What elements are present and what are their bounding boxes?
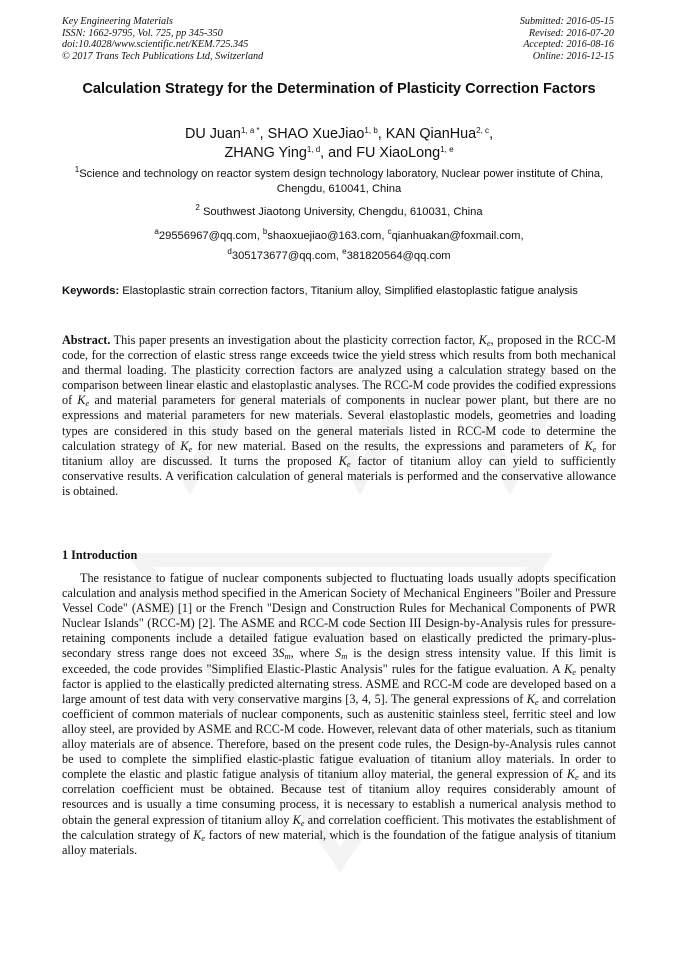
journal-copyright: © 2017 Trans Tech Publications Ltd, Switzerland bbox=[62, 50, 264, 62]
intro-text: factors of new material, which is the foundation of the fatigue analysis of titanium alloy materials. bbox=[62, 827, 616, 857]
symbol-k: K bbox=[526, 691, 535, 706]
date-revised: Revised: 2016-07-20 bbox=[528, 27, 614, 39]
author-sep: , and bbox=[320, 145, 357, 161]
symbol-sub: m bbox=[341, 651, 348, 662]
keywords-text: Elastoplastic strain correction factors, Titanium alloy, Simplified elastoplastic fatigue analysis bbox=[119, 285, 578, 297]
section-heading: 1 Introduction bbox=[62, 548, 138, 562]
symbol-sub: e bbox=[592, 443, 597, 454]
keywords-label: Keywords: bbox=[62, 285, 120, 297]
author-sup: 1, e bbox=[440, 145, 454, 154]
symbol-sub: e bbox=[486, 338, 491, 348]
journal-info bbox=[62, 16, 263, 62]
ke-symbol bbox=[567, 767, 579, 781]
affiliation-1 bbox=[62, 167, 616, 196]
author-sup: 1, a * bbox=[240, 126, 260, 135]
intro-text: , where bbox=[290, 646, 336, 661]
abstract-text: This paper presents an investigation about the plasticity correction factor, bbox=[110, 333, 479, 347]
intro-text: and correlation coefficient. This motivates the establishment of the calculation strategy of bbox=[62, 812, 616, 842]
symbol-s: S bbox=[335, 646, 342, 661]
sm-symbol bbox=[335, 646, 347, 660]
email-sup: c bbox=[387, 227, 392, 236]
intro-text: penalty factor is applied to the elastically predicted alternating stress. ASME and RCC-M code are developed based on a large amount of test data with very conservative margins [3, 4, 5]. The general expressions of bbox=[62, 661, 617, 706]
date-online: Online: 2016-12-15 bbox=[532, 50, 614, 62]
paper-title: Calculation Strategy for the Determination of Plasticity Correction Factors bbox=[82, 81, 596, 97]
intro-text: is the design stress intensity value. If this limit is exceeded, the code provides "Simplified Elastic-Plastic Analysis" rules for the fatigue evaluation. A bbox=[62, 646, 616, 676]
journal-issn: ISSN: 1662-9795, Vol. 725, pp 345-350 bbox=[62, 27, 223, 39]
email-sup: a bbox=[154, 227, 159, 236]
publication-dates bbox=[520, 16, 614, 62]
email-address[interactable]: shaoxuejiao@163.com, bbox=[267, 230, 388, 242]
ke-symbol bbox=[584, 439, 596, 453]
email-sup: e bbox=[342, 247, 347, 256]
affiliation-sup: 1 bbox=[74, 165, 80, 174]
abstract-text: and material parameters for general materials of components in nuclear power plant, but there are no expressions and material parameters for new materials. Several elastoplastic models, geometries and loading types are considered in this study based on the general materials listed in RCC-M code to determine the calculation strategy of bbox=[62, 393, 617, 453]
ke-symbol bbox=[77, 393, 89, 407]
email-address[interactable]: 29556967@qq.com, bbox=[158, 230, 263, 242]
symbol-k: K bbox=[564, 661, 573, 676]
ke-symbol bbox=[479, 333, 491, 347]
symbol-s: S bbox=[278, 646, 285, 661]
email-address[interactable]: 305173677@qq.com, bbox=[231, 250, 343, 262]
email-sup: b bbox=[262, 227, 268, 236]
introduction-paragraph bbox=[62, 571, 616, 858]
journal-doi[interactable]: doi:10.4028/www.scientific.net/KEM.725.345 bbox=[62, 39, 249, 51]
abstract-text: , proposed in the RCC-M code, for the correction of elastic stress range exceeds twice the yield stress which results from both mechanical and thermal loading. The plasticity correction factors are analyzed using a calculation strategy based on the comparison between linear elastic and elastoplastic analyses. The RCC-M code provides the codified expressions of bbox=[62, 333, 616, 408]
author-sep: , bbox=[489, 126, 494, 142]
sm-symbol bbox=[278, 646, 290, 660]
symbol-k: K bbox=[77, 393, 86, 408]
author-name: SHAO XueJiao bbox=[267, 126, 365, 142]
intro-text: 3 bbox=[272, 646, 279, 661]
author-name: DU Juan bbox=[184, 126, 241, 142]
author-sup: 1, b bbox=[364, 126, 378, 135]
abstract-text: for titanium alloy are discussed. It turns the proposed bbox=[62, 438, 616, 468]
author-sep: , bbox=[259, 126, 268, 142]
abstract-text: factor of titanium alloy can yield to sufficiently conservative results. A verification calculation of general materials is performed and the conservative allowance is obtained. bbox=[62, 453, 616, 498]
abstract-label: Abstract. bbox=[62, 333, 111, 347]
symbol-k: K bbox=[180, 438, 189, 453]
ke-symbol bbox=[193, 828, 205, 842]
author-name: ZHANG Ying bbox=[224, 145, 307, 161]
date-accepted: Accepted: 2016-08-16 bbox=[523, 39, 614, 51]
intro-text: and correlation coefficient of common materials of nuclear components, such as austenitic stainless steel, ferritic steel and low alloy steel, are provided by ASME and RCC-M code. However, relevant data of other materials, such as titanium alloy materials are of absence. Therefore, based on the present code rules, the Design-by-Analysis rules cannot be used to complete the simplified elastic-plastic fatigue evaluation of titanium alloy materials. In order to complete the elastic and plastic fatigue analysis of titanium alloy material, the general expression of bbox=[62, 691, 616, 782]
symbol-sub: m bbox=[284, 651, 291, 662]
journal-name: Key Engineering Materials bbox=[62, 16, 173, 27]
email-sup: d bbox=[227, 247, 232, 256]
symbol-sub: e bbox=[85, 398, 90, 409]
keywords bbox=[62, 284, 616, 298]
date-submitted: Submitted: 2016-05-15 bbox=[519, 16, 614, 27]
email-address[interactable]: qianhuakan@foxmail.com, bbox=[391, 230, 524, 242]
author-sup: 1, d bbox=[306, 145, 321, 154]
author-emails bbox=[62, 226, 616, 266]
symbol-k: K bbox=[292, 812, 301, 827]
affiliation-sup: 2 bbox=[195, 203, 200, 212]
ke-symbol bbox=[339, 454, 351, 468]
symbol-k: K bbox=[584, 438, 593, 453]
ke-symbol bbox=[293, 813, 305, 827]
author-name: KAN QianHua bbox=[385, 126, 477, 142]
symbol-k: K bbox=[338, 453, 347, 468]
symbol-sub: e bbox=[534, 696, 539, 707]
symbol-sub: e bbox=[346, 458, 351, 469]
abstract bbox=[62, 333, 616, 499]
ke-symbol bbox=[527, 692, 539, 706]
symbol-sub: e bbox=[575, 772, 579, 783]
author-list bbox=[60, 125, 618, 163]
symbol-sub: e bbox=[300, 817, 305, 828]
email-address[interactable]: 381820564@qq.com bbox=[346, 250, 451, 262]
symbol-k: K bbox=[193, 827, 202, 842]
symbol-k: K bbox=[566, 767, 576, 782]
affiliation-text: Science and technology on reactor system design technology laboratory, Nuclear power institute of China, Chengdu, 610041, China bbox=[79, 168, 604, 195]
symbol-sub: e bbox=[201, 832, 206, 843]
ke-symbol bbox=[564, 662, 576, 676]
author-sup: 2, c bbox=[476, 126, 490, 135]
abstract-text: for new material. Based on the results, the expressions and parameters of bbox=[192, 438, 585, 453]
affiliation-2 bbox=[62, 205, 616, 220]
symbol-k: K bbox=[478, 333, 487, 347]
symbol-sub: e bbox=[572, 666, 577, 677]
affiliation-text: Southwest Jiaotong University, Chengdu, 610031, China bbox=[199, 206, 483, 218]
ke-symbol bbox=[180, 439, 192, 453]
symbol-sub: e bbox=[188, 443, 193, 454]
author-name: FU XiaoLong bbox=[356, 145, 441, 161]
author-sep: , bbox=[377, 126, 386, 142]
intro-text: The resistance to fatigue of nuclear components subjected to fluctuating loads usually adopts specification calculation and analysis method specified in the American Society of Mechanical Engineers "Boiler and Pressure Vessel Code" (ASME) [1] or the French "Design and Construction Rules for Mechanical Components of PWR Nuclear Islands" (RCC-M) [2]. The ASME and RCC-M code Section III Design-by-Analysis rules for pressure-retaining components include a detailed fatigue evaluation based on elastically predicted the primary-plus-secondary stress range does not exceed bbox=[62, 571, 616, 661]
intro-text: and its correlation coefficient must be obtained. Because test of titanium alloy requires considerably amount of resources and is usually a time consuming process, it is necessary to establish a numerical analysis method to obtain the general expression of titanium alloy bbox=[62, 767, 616, 827]
